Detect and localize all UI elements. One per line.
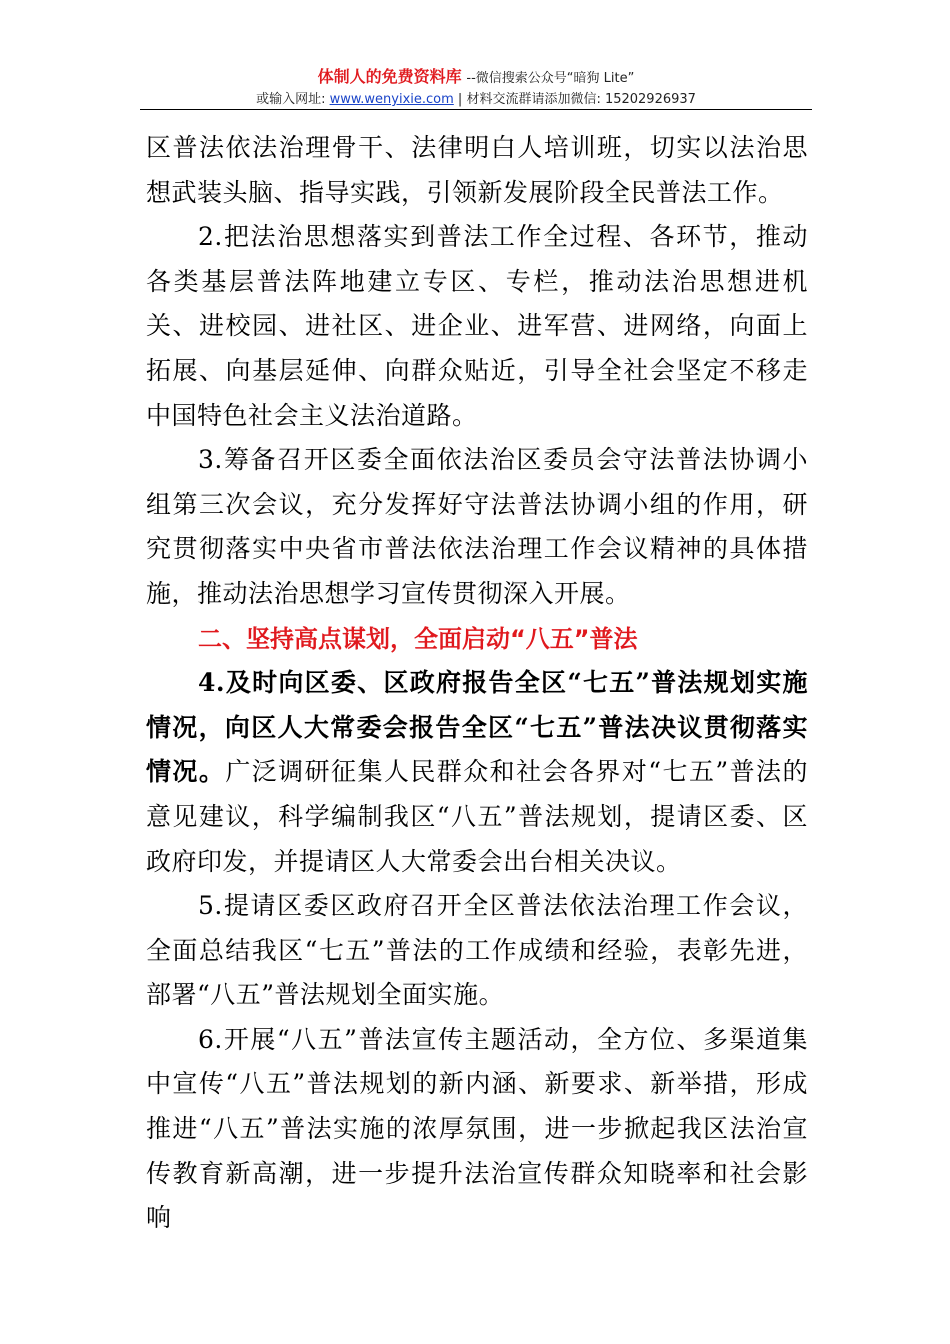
- header-website-link[interactable]: www.wenyixie.com: [329, 92, 454, 107]
- header-contact: | 材料交流群请添加微信: 15202926937: [453, 92, 696, 107]
- paragraph-2: 2.把法治思想落实到普法工作全过程、各环节，推动各类基层普法阵地建立专区、专栏，推动法治思想进机关、进校园、进社区、进企业、进军营、进网络，向面上拓展、向基层延伸、向群众贴近，引导全社会坚定不移走中国特色社会主义法治道路。: [146, 222, 808, 430]
- header-title-line: [140, 66, 812, 90]
- paragraph-6: 6.开展“八五”普法宣传主题活动，全方位、多渠道集中宣传“八五”普法规划的新内涵、新要求、新举措，形成推进“八五”普法实施的浓厚氛围，进一步掀起我区法治宣传教育新高潮，进一步提升法治宣传群众知晓率和社会影响: [146, 1024, 808, 1233]
- paragraph-3: 3.筹备召开区委全面依法治区委员会守法普法协调小组第三次会议，充分发挥好守法普法协调小组的作用，研究贯彻落实中央省市普法依法治理工作会议精神的具体措施，推动法治思想学习宣传贯彻深入开展。: [146, 445, 808, 608]
- header-url-prefix: 或输入网址:: [256, 92, 330, 107]
- page-header: [140, 66, 812, 110]
- section-heading-2: 二、坚持高点谋划，全面启动“八五”普法: [198, 624, 638, 653]
- header-contact-line: [140, 90, 812, 110]
- document-body: [146, 126, 808, 1241]
- header-divider: [140, 109, 812, 110]
- paragraph-5: 5.提请区委区政府召开全区普法依法治理工作会议，全面总结我区“七五”普法的工作成绩和经验，表彰先进，部署“八五”普法规划全面实施。: [146, 891, 808, 1010]
- header-tagline: --微信搜索公众号“暗狗 Lite”: [466, 71, 635, 86]
- paragraph-4: [146, 661, 808, 884]
- paragraph-4-bold-lead: 4.及时向区委、区政府报告全区“七五”普法规划实施情况，向区人大常委会报告全区“七五”普法决议贯彻落实情况。: [146, 668, 808, 787]
- paragraph-4-text: 广泛调研征集人民群众和社会各界对“七五”普法的意见建议，科学编制我区“八五”普法规划，提请区委、区政府印发，并提请区人大常委会出台相关决议。: [146, 757, 808, 876]
- paragraph-1: 区普法依法治理骨干、法律明白人培训班，切实以法治思想武装头脑、指导实践，引领新发展阶段全民普法工作。: [146, 133, 808, 207]
- header-brand: 体制人的免费资料库: [317, 67, 462, 86]
